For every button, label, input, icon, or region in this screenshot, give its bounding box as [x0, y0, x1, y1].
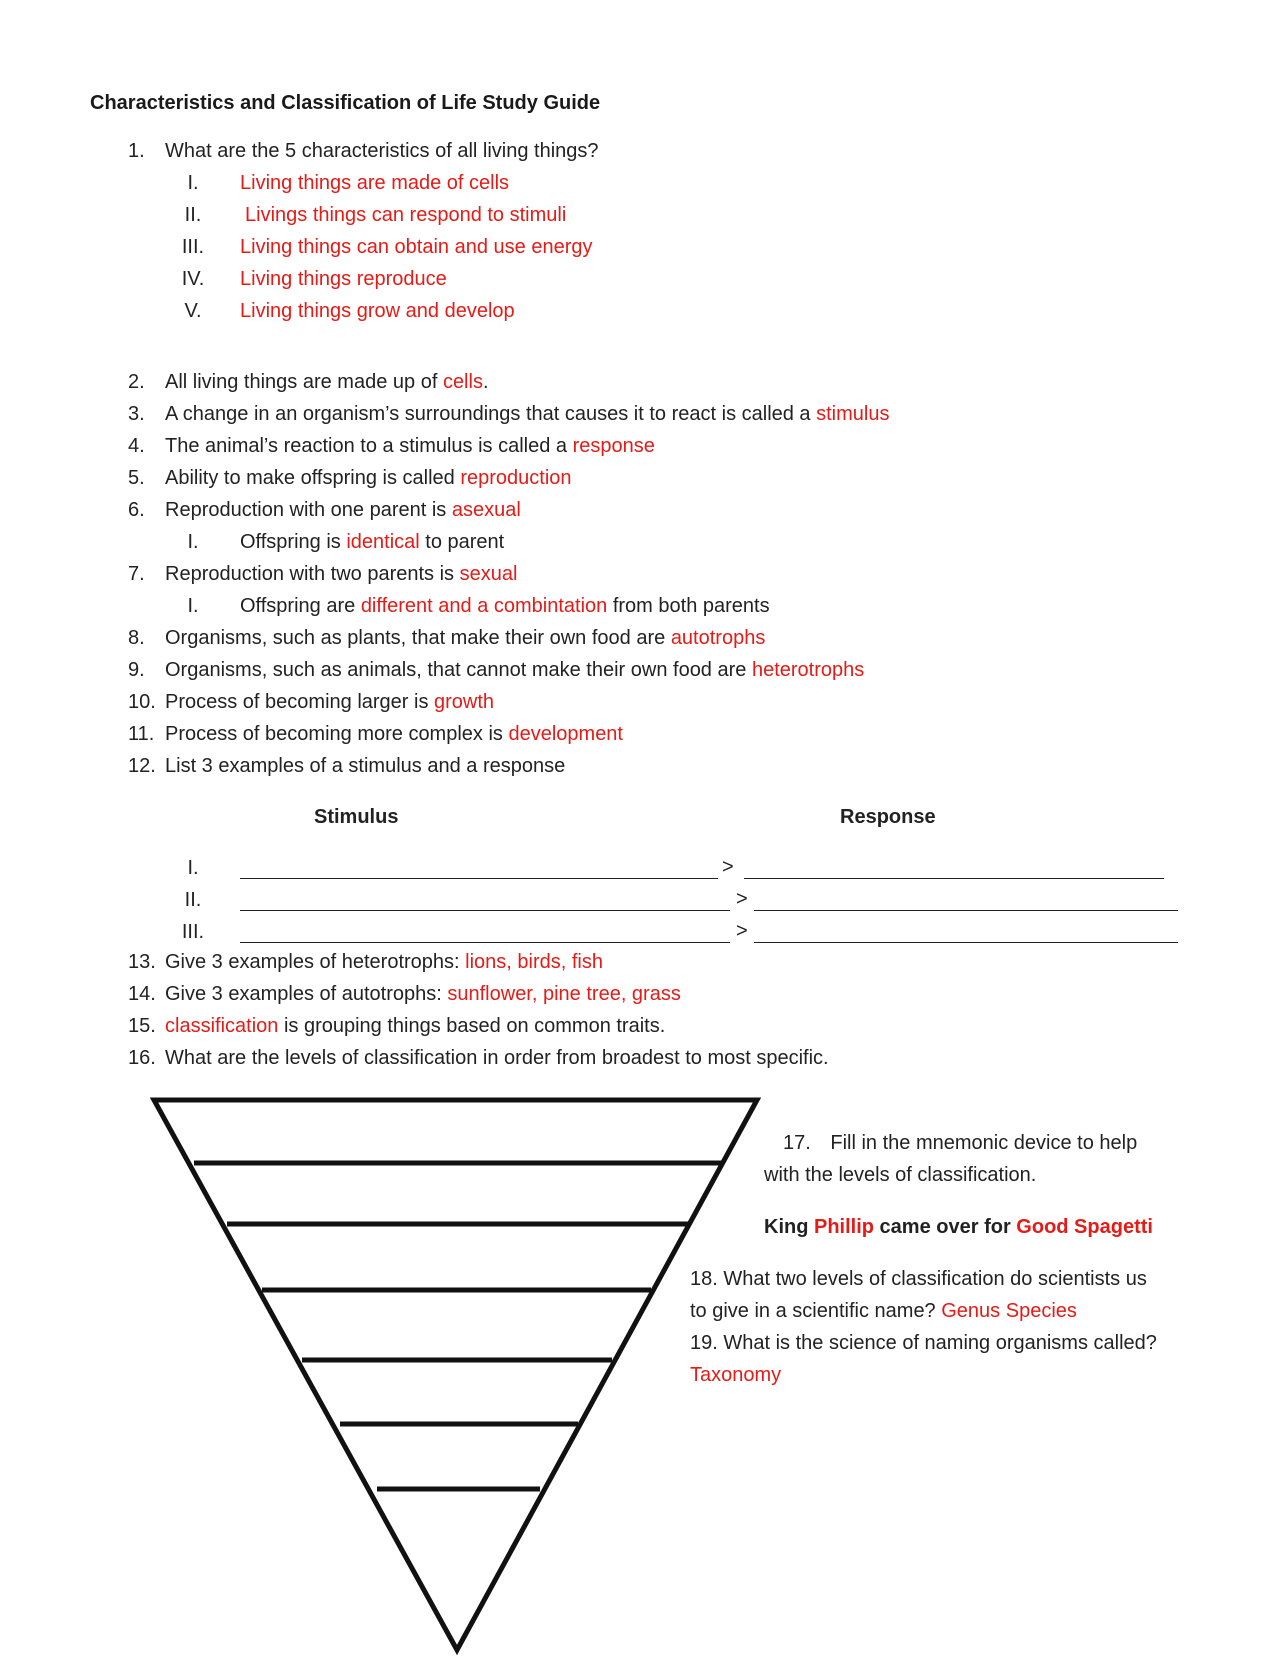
answer: Taxonomy — [690, 1364, 782, 1386]
arrow: > — [736, 888, 748, 910]
roman-numeral: I. — [187, 857, 199, 879]
question-text-part: Give 3 examples of autotrophs: — [165, 983, 448, 1005]
question-number: 17. — [783, 1132, 811, 1154]
mnemonic-word: King — [764, 1216, 814, 1238]
answer: lions, birds, fish — [465, 951, 603, 973]
question-number: 6. — [128, 499, 145, 521]
answer: different and a combintation — [360, 595, 608, 617]
question-text-part: Ability to make offspring is called — [165, 467, 461, 489]
question-text-part: Give 3 examples of heterotrophs: — [165, 951, 466, 973]
question-number: 2. — [128, 371, 145, 393]
question-number: 16. — [128, 1047, 156, 1069]
question-text-part: Reproduction with two parents is — [165, 563, 460, 585]
answer: classification — [165, 1015, 279, 1037]
question-text-part: Process of becoming more complex is — [165, 723, 509, 745]
answer: response — [572, 435, 655, 457]
answer: reproduction — [460, 467, 572, 489]
question-number: 11. — [128, 723, 155, 745]
question-text-part: to parent — [419, 531, 505, 553]
response-header: Response — [840, 806, 936, 828]
roman-numeral: I. — [187, 531, 199, 553]
question-text-part: What are the levels of classification in order from broadest to most specific. — [165, 1047, 829, 1069]
arrow: > — [736, 920, 748, 942]
roman-numeral: III. — [181, 921, 205, 943]
question-number: 3. — [128, 403, 145, 425]
answer: stimulus — [816, 403, 890, 425]
question-number: 1. — [128, 140, 145, 162]
question-number: 13. — [128, 951, 156, 973]
question-number: 5. — [128, 467, 145, 489]
question-number: 4. — [128, 435, 145, 457]
answer: growth — [434, 691, 495, 713]
question-number: 10. — [128, 691, 156, 713]
mnemonic-answer: Good Spagetti — [1016, 1216, 1153, 1238]
question-number: 12. — [128, 755, 156, 777]
roman-numeral: III. — [181, 236, 205, 258]
question-text-part: Organisms, such as plants, that make their own food are — [165, 627, 671, 649]
roman-numeral: II. — [184, 889, 202, 911]
answer: Living things reproduce — [240, 268, 447, 290]
question-text-part: is grouping things based on common traits. — [278, 1015, 666, 1037]
question-text-part: All living things are made up of — [165, 371, 443, 393]
question-text-part: . — [482, 371, 489, 393]
answer: sexual — [459, 563, 518, 585]
mnemonic-word: came over for — [874, 1216, 1017, 1238]
question-text: Fill in the mnemonic device to help — [830, 1132, 1138, 1154]
roman-numeral: II. — [184, 204, 202, 226]
page-title: Characteristics and Classification of Life Study Guide — [90, 92, 601, 114]
question-number: 7. — [128, 563, 145, 585]
answer: development — [508, 723, 623, 745]
answer: Livings things can respond to stimuli — [245, 204, 567, 226]
question-number: 9. — [128, 659, 145, 681]
question-number: 8. — [128, 627, 145, 649]
question-19: 19. What is the science of naming organisms called? — [690, 1332, 1157, 1354]
roman-numeral: V. — [184, 300, 202, 322]
answer: cells — [442, 371, 483, 393]
question-text-part: Offspring are — [240, 595, 361, 617]
question-text-part: Reproduction with one parent is — [165, 499, 452, 521]
mnemonic-answer: Phillip — [814, 1216, 874, 1238]
stimulus-header: Stimulus — [314, 806, 399, 828]
question-text-part: List 3 examples of a stimulus and a response — [165, 755, 566, 777]
question-text-part: Organisms, such as animals, that cannot make their own food are — [165, 659, 752, 681]
question-number: 15. — [128, 1015, 156, 1037]
question-text-part: A change in an organism’s surroundings that causes it to react is called a — [165, 403, 817, 425]
question-text-part: The animal’s reaction to a stimulus is called a — [165, 435, 573, 457]
question-text-part: from both parents — [607, 595, 770, 617]
question-text-part: Process of becoming larger is — [165, 691, 435, 713]
arrow: > — [722, 856, 734, 878]
answer: identical — [346, 531, 420, 553]
question-17-cont: with the levels of classification. — [764, 1164, 1037, 1186]
answer: Genus Species — [941, 1300, 1077, 1322]
roman-numeral: I. — [187, 595, 199, 617]
question-number: 14. — [128, 983, 156, 1005]
answer: Living things can obtain and use energy — [240, 236, 593, 258]
question-18: 18. What two levels of classification do scientists us — [690, 1268, 1147, 1290]
answer: heterotrophs — [751, 659, 865, 681]
question-text-part: Offspring is — [240, 531, 347, 553]
answer: sunflower, pine tree, grass — [447, 983, 681, 1005]
answer: asexual — [451, 499, 521, 521]
answer: Living things are made of cells — [240, 172, 510, 194]
roman-numeral: I. — [187, 172, 199, 194]
answer: autotrophs — [670, 627, 766, 649]
question-text: What are the 5 characteristics of all living things? — [165, 140, 599, 162]
answer: Living things grow and develop — [240, 300, 515, 322]
roman-numeral: IV. — [181, 268, 205, 290]
pyramid-outline — [154, 1100, 757, 1650]
question-18-cont: to give in a scientific name? Genus Species — [690, 1300, 1077, 1322]
